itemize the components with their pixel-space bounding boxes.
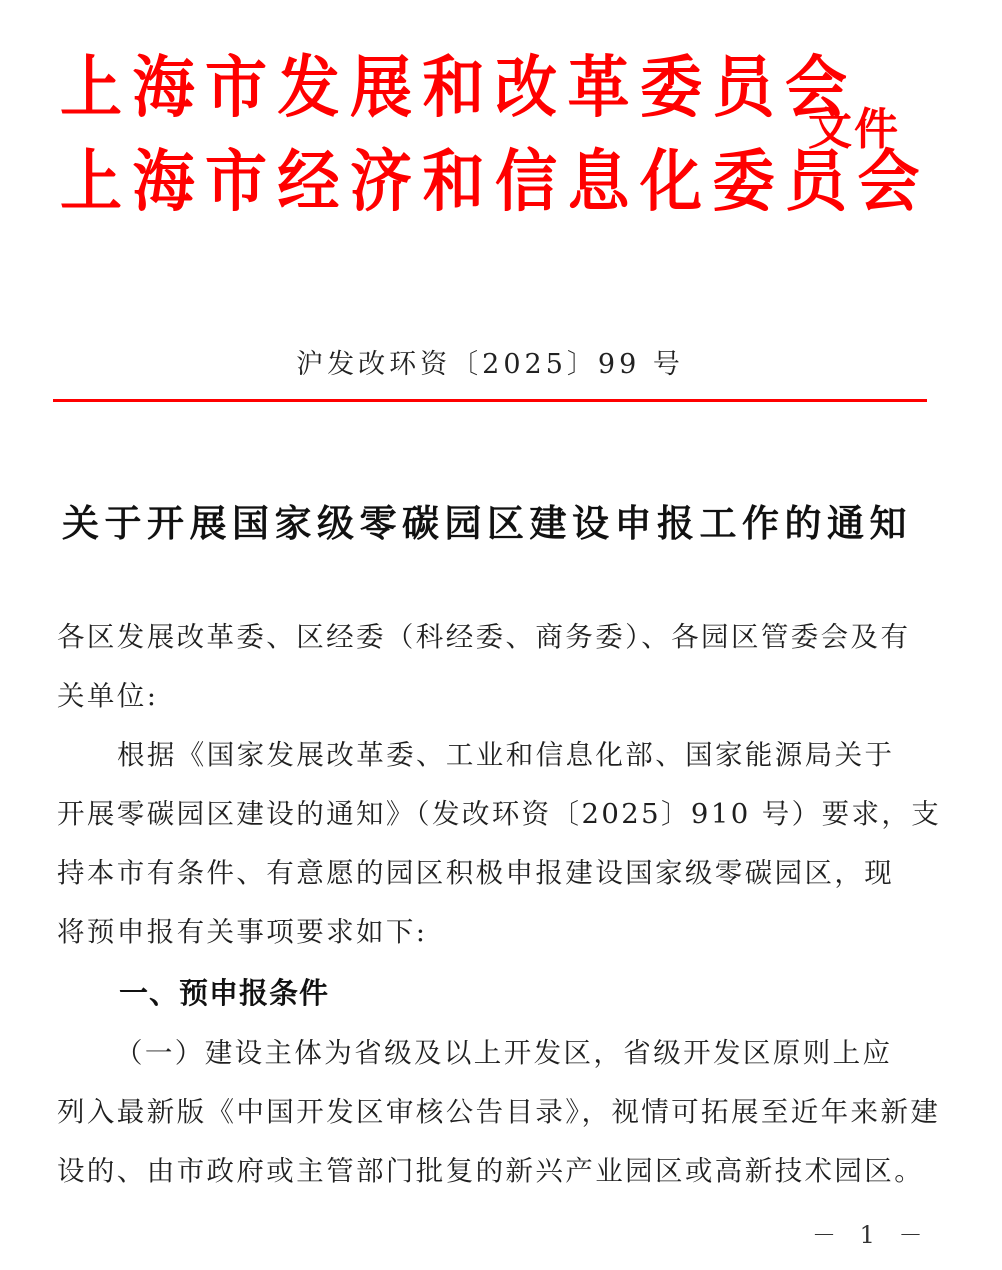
text-line: 列入最新版《中国开发区审核公告目录》，视情可拓展至近年来新建 [57,1096,941,1128]
red-divider [53,399,927,402]
text-line: （一）建设主体为省级及以上开发区，省级开发区原则上应 [115,1037,893,1069]
text-line: 根据《国家发展改革委、工业和信息化部、国家能源局关于 [117,739,895,771]
section-heading: 一、预申报条件 [119,976,330,1010]
paragraph-basis [57,732,942,968]
text-line: 持本市有条件、有意愿的园区积极申报建设国家级零碳园区，现 [57,857,895,889]
text-line: 关单位: [57,680,159,712]
text-line: 各区发展改革委、区经委（科经委、商务委）、各园区管委会及有 [57,621,911,653]
document-title: 关于开展国家级零碳园区建设申报工作的通知 [62,501,912,545]
document-body [57,614,942,1207]
salutation [57,614,937,732]
text-line: 开展零碳园区建设的通知》（发改环资〔2025〕910 号）要求，支 [57,798,942,830]
text-line: 设的、由市政府或主管部门批复的新兴产业园区或高新技术园区。 [57,1155,925,1187]
text-line: 将预申报有关事项要求如下: [57,916,428,948]
org-name-ndrc: 上海市发展和改革委员会 [60,47,858,127]
page-number: － 1 － [812,1221,931,1249]
doc-type-label: 文件 [808,104,900,155]
item-1-paragraph [57,1030,941,1207]
org-name-eitc: 上海市经济和信息化委员会 [60,141,931,221]
document-number: 沪发改环资〔2025〕99 号 [296,349,684,380]
